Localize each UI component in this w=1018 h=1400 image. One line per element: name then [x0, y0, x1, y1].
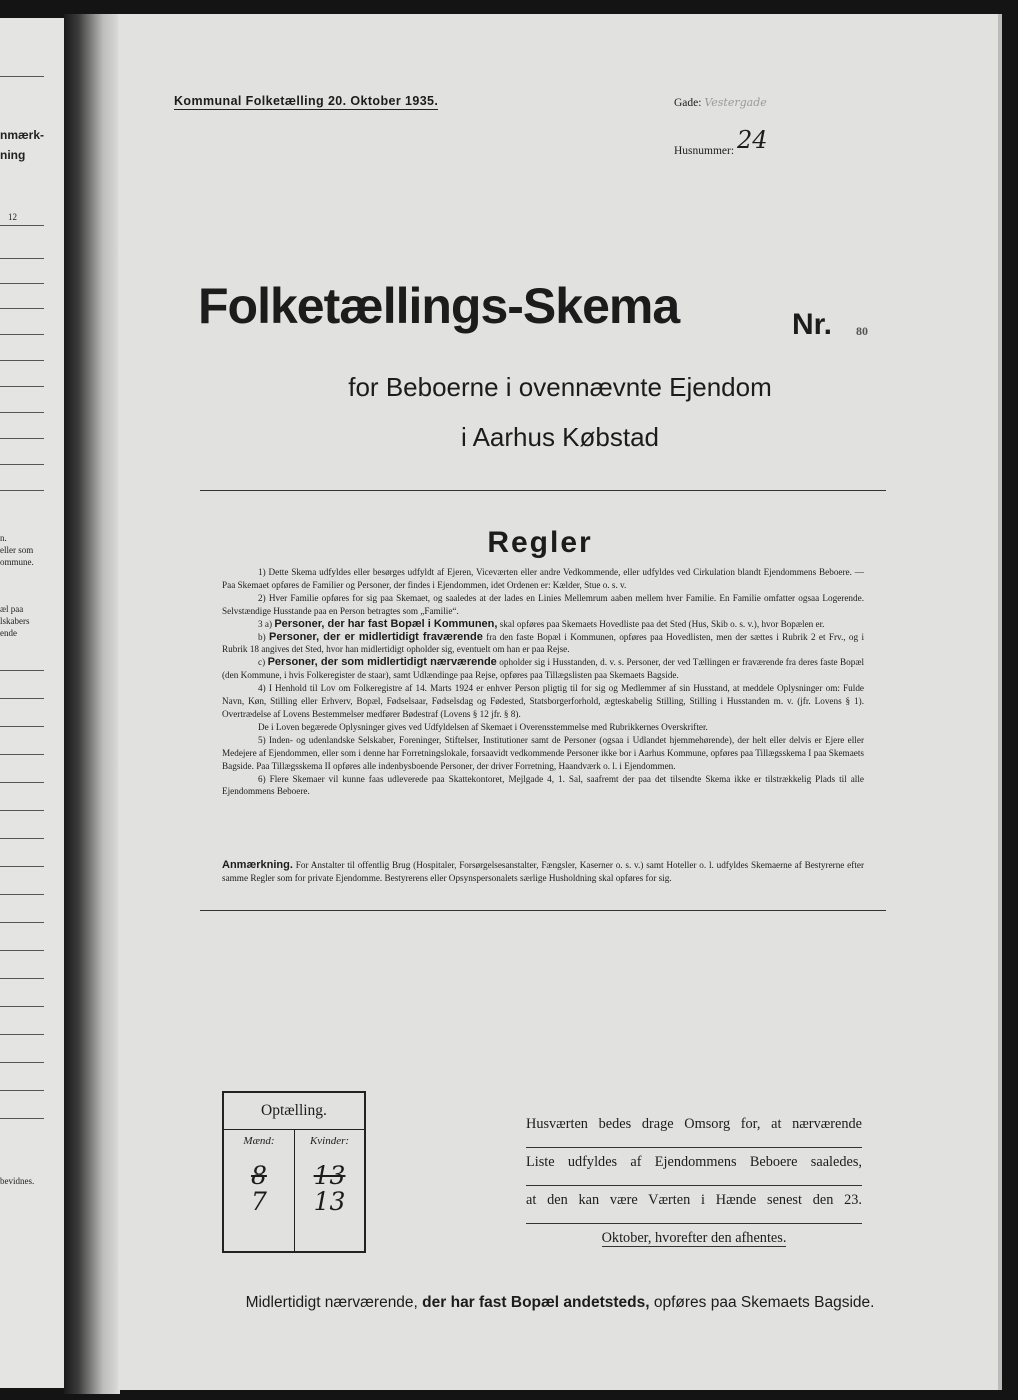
kvinder-crossed-count: 13 [313, 1161, 346, 1190]
rules-text [222, 566, 864, 798]
rule-line [0, 922, 44, 923]
rule-line [0, 866, 44, 867]
rule-line [0, 838, 44, 839]
left-text-frag: lskabers [0, 616, 30, 626]
left-heading-2: ning [0, 148, 26, 162]
rule-line [0, 894, 44, 895]
book-gutter [64, 14, 120, 1394]
rule-3a-strong: Personer, der har fast Bopæl i Kommunen, [274, 617, 498, 630]
gade-value: Vestergade [704, 96, 767, 109]
rule-line [0, 950, 44, 951]
rule-line [0, 670, 44, 671]
maend-count: 7 [251, 1187, 267, 1216]
form-subtitle: for Beboerne i ovennævnte Ejendom [348, 372, 772, 402]
rule-line [0, 1062, 44, 1063]
rule-line [0, 386, 44, 387]
rule-5: 5) Inden- og udenlandske Selskaber, Foreninger, Stiftelser, Institutioner samt de Personer (ogsaa i Udlandet hjemmehørende), der helt eller delvis er Ejere eller Medejere af Ejendommen, eller som i denne har Forretningslokale, forsaavidt vedkommende Personer ikke bor i Aarhus Kommune, opføres paa Tillægsskema I paa Skemaets Bagside. Paa Tillægsskema II opføres alle indenbysboende Personer, der driver Forretning, Haandværk o. l. i Ejendommen. [222, 734, 864, 771]
left-text-frag: ende [0, 628, 17, 638]
rule-line [0, 412, 44, 413]
rule-line [0, 464, 44, 465]
left-page-fragment [0, 18, 64, 1388]
rule-3c-text: opholder sig i Husstanden, d. v. s. Personer, der ved Tællingen er fraværende fra deres faste Bopæl (den Kommune, i hvis Folkeregister de staar), samt Udlændinge paa Rejse, opføres paa Tillægslisten paa Skemaets Bagside. [222, 657, 865, 681]
kvinder-count: 13 [313, 1187, 346, 1216]
left-text-frag: eller som [0, 545, 34, 555]
rule-line [0, 438, 44, 439]
rule-line [0, 490, 44, 491]
rule-6: 6) Flere Skemaer vil kunne faas udleverede paa Skattekontoret, Mejlgade 4, 1. Sal, saafremt der paa det tilsendte Skema ikke er tilstrækkelig Plads til alle Ejendommens Beboere. [222, 773, 864, 797]
optaelling-caption: Optælling. [224, 1093, 364, 1130]
landlord-notice [526, 1110, 862, 1261]
rule-line [0, 782, 44, 783]
rule-line [0, 360, 44, 361]
rule-line [0, 698, 44, 699]
left-text-frag: n. [0, 533, 7, 543]
rule-line [0, 978, 44, 979]
rule-line [0, 1090, 44, 1091]
rule-3c [222, 656, 864, 682]
notice-line [526, 1224, 862, 1261]
rule-3a [222, 618, 864, 631]
rule-line [0, 1034, 44, 1035]
rule-3c-strong: Personer, der som midlertidigt nærværende [267, 656, 497, 669]
rule-2: 2) Hver Familie opføres for sig paa Skemaet, og saaledes at der lades en Linies Mellemrum aaben mellem hver Familie. En Familie omfatter ogsaa Logerende. Selvstændige Husstande paa en Person betragtes som „Familie“. [222, 592, 864, 616]
left-heading-1: nmærk- [0, 128, 45, 142]
census-form-page [118, 14, 1002, 1390]
kvinder-label: Kvinder: [309, 1135, 350, 1147]
optaelling-box [222, 1091, 366, 1253]
census-header: Kommunal Folketælling 20. Oktober 1935. [174, 94, 439, 108]
footer-part-1: Midlertidigt nærværende, [245, 1294, 423, 1311]
maend-label: Mænd: [243, 1135, 275, 1147]
left-text-frag: ommune. [0, 557, 34, 567]
rule-line [0, 225, 44, 226]
rule-3b [222, 631, 864, 657]
notice-line: at den kan være Værten i Hænde senest den 23. [526, 1186, 862, 1224]
page-edge [998, 14, 1002, 1390]
maend-crossed-count: 8 [251, 1161, 267, 1190]
footer-note [118, 1294, 1002, 1312]
rule-3a-text: skal opføres paa Skemaets Hovedliste paa det Sted (Hus, Skib o. s. v.), hvor Bopælen er. [499, 618, 825, 629]
rule-line [0, 334, 44, 335]
gade-field [674, 96, 767, 109]
kvinder-column [295, 1129, 364, 1251]
left-col-number: 12 [8, 212, 17, 222]
notice-line-4: Oktober, hvorefter den afhentes. [601, 1230, 787, 1246]
notice-line: Liste udfyldes af Ejendommens Beboere saaledes, [526, 1148, 862, 1186]
rule-1: 1) Dette Skema udfyldes eller besørges udfyldt af Ejeren, Viceværten eller andre Vedkommende, eller udfyldes ved Cirkulation blandt Ejendommens Beboere. — Paa Skemaet opføres de Familier og Personer, der findes i Ejendommen, idet Ordenen er: Kælder, Stue o. s. v. [222, 567, 864, 590]
rule-3b-text: fra den faste Bopæl i Kommunen, opføres paa Hovedlisten, men der sættes i Rubrik 2 et Frv., og i Rubrik 18 angives det Sted, hvor han midlertidigt opholder sig, eventuelt om han er paa Rejse. [222, 631, 865, 655]
rule-3c-number: c) [258, 657, 266, 668]
form-number-label: Nr. [792, 308, 833, 341]
form-number-value: 80 [856, 324, 868, 338]
rule-line [0, 283, 44, 284]
rule-line [0, 726, 44, 727]
form-title: Folketællings-Skema [198, 278, 680, 334]
rule-line [0, 1118, 44, 1119]
rule-3a-number: 3 a) [258, 618, 273, 629]
footer-part-2: der har fast Bopæl andetsteds, [422, 1294, 650, 1311]
divider [200, 910, 886, 911]
left-text-frag: bevidnes. [0, 1176, 35, 1186]
regler-heading: Regler [487, 526, 593, 559]
anmaerkning [222, 859, 864, 885]
maend-column [224, 1129, 295, 1251]
rule-line [0, 1006, 44, 1007]
rule-4b: De i Loven begærede Oplysninger gives ved Udfyldelsen af Skemaet i Overensstemmelse med Rubrikkernes Overskrifter. [258, 721, 708, 732]
footer-part-3: opføres paa Skemaets Bagside. [649, 1294, 875, 1311]
husnummer-label: Husnummer: [674, 145, 735, 157]
husnummer-value: 24 [736, 126, 768, 154]
rule-4: 4) I Henhold til Lov om Folkeregistre af 14. Marts 1924 er enhver Person pligtig til for sig og Medlemmer af sin Husstand, at meddele Oplysninger om: Fulde Navn, Køn, Stilling eller Erhverv, Bopæl, Fødselsaar, Fødselsdag og Fødested, Statsborgerforhold, ægteskabelig Stilling, Stilling i Husstanden m. v. (jfr. Lovens § 1). Overtrædelse af Lovens Bestemmelser medfører Bødestraf (Lovens § 12 jfr. § 8). [222, 683, 864, 719]
husnummer-field [674, 126, 768, 160]
left-text-frag: æl paa [0, 604, 24, 614]
gade-label: Gade: [674, 97, 702, 109]
rule-line [0, 258, 44, 259]
rule-3b-strong: Personer, der er midlertidigt fraværende [269, 630, 483, 643]
form-location: i Aarhus Købstad [461, 422, 659, 452]
anmaerkning-text: For Anstalter til offentlig Brug (Hospitaler, Forsørgelsesanstalter, Fængsler, Kaserner o. s. v.) samt Hoteller o. l. udfyldes Skemaerne af Bestyrerne efter samme Regler som for private Ejendomme. Bestyrerens eller Opsynspersonalets særlige Husholdning skal opføres for sig. [222, 860, 865, 883]
rule-line [0, 76, 44, 77]
notice-line: Husværten bedes drage Omsorg for, at nærværende [526, 1110, 862, 1148]
rule-3b-number: b) [258, 631, 266, 642]
rule-line [0, 308, 44, 309]
rule-line [0, 754, 44, 755]
anmaerkning-label: Anmærkning. [222, 859, 293, 871]
rule-line [0, 810, 44, 811]
divider [200, 490, 886, 491]
